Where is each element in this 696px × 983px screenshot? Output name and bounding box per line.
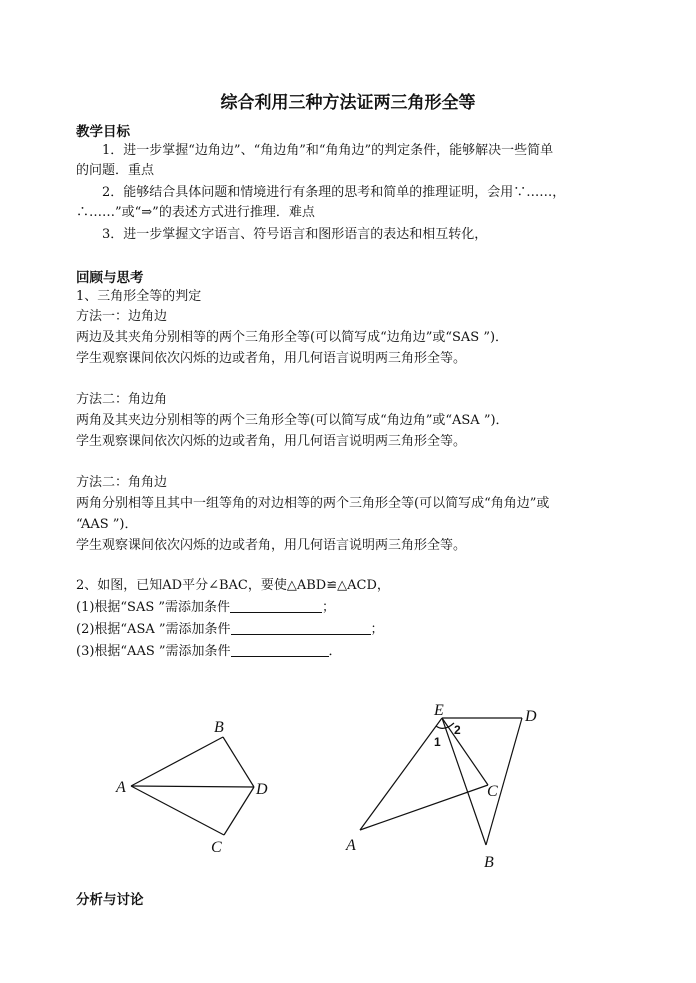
condition-asa-end: ；: [370, 622, 384, 637]
label-b: B: [214, 719, 224, 736]
angle-1-label: 1: [434, 735, 441, 749]
objective-1-line-2: 的问题．重点: [76, 163, 155, 178]
condition-sas: [76, 598, 335, 618]
label-c: C: [211, 839, 222, 856]
method2-definition: 两角及其夹边分别相等的两个三角形全等(可以简写成“角边角”或“ASA ”)．: [76, 413, 509, 428]
analysis-heading: 分析与讨论: [76, 892, 144, 908]
label-a: A: [116, 779, 126, 796]
segment-ea: [360, 718, 442, 830]
question2-stem: 2、如图，已知AD平分∠BAC，要使△ABD≌△ACD，: [76, 578, 390, 593]
objective-3: 3．进一步掌握文字语言、符号语言和图形语言的表达和相互转化，: [102, 227, 488, 242]
segment-ec: [442, 718, 488, 785]
segment-ac: [360, 785, 488, 830]
objectives-heading: 教学目标: [76, 124, 130, 140]
asa-answer-blank[interactable]: [231, 620, 371, 635]
segment-db: [486, 718, 522, 845]
method1-title: 方法一：边角边: [76, 309, 168, 324]
label-b2: B: [484, 854, 494, 871]
segment-eb: [442, 718, 486, 845]
sas-answer-blank[interactable]: [230, 598, 322, 613]
method3-definition-line-2: “AAS ”)．: [76, 517, 138, 532]
condition-aas: [76, 642, 342, 662]
method3-observe: 学生观察课间依次闪烁的边或者角，用几何语言说明两三角形全等。: [76, 538, 467, 553]
objective-2-line-2: ∴……”或“⇒”的表述方式进行推理．难点: [76, 205, 315, 220]
angle-2-label: 2: [454, 723, 461, 737]
label-e: E: [434, 702, 444, 719]
method1-definition: 两边及其夹角分别相等的两个三角形全等(可以简写成“边角边”或“SAS ”)．: [76, 330, 509, 345]
figure-triangles-diagram: [340, 695, 560, 880]
condition-asa-label: (2)根据“ASA ”需添加条件: [76, 622, 231, 637]
method2-title: 方法二：角边角: [76, 392, 168, 407]
condition-sas-label: (1)根据“SAS ”需添加条件: [76, 600, 231, 615]
review-heading: 回顾与思考: [76, 270, 144, 286]
segment-dc: [224, 787, 254, 835]
label-a2: A: [346, 837, 356, 854]
label-d2: D: [525, 708, 537, 725]
condition-aas-label: (3)根据“AAS ”需添加条件: [76, 644, 231, 659]
condition-sas-end: ；: [322, 600, 336, 615]
method3-title: 方法二：角角边: [76, 475, 168, 490]
review-q1: 1、三角形全等的判定: [76, 289, 202, 304]
method3-definition-line-1: 两角分别相等且其中一组等角的对边相等的两个三角形全等(可以简写成“角角边”或: [76, 496, 550, 511]
figure-kite-diagram: [100, 700, 290, 870]
condition-asa: [76, 620, 384, 640]
method1-observe: 学生观察课间依次闪烁的边或者角，用几何语言说明两三角形全等。: [76, 351, 467, 366]
condition-aas-end: ．: [328, 644, 342, 659]
segment-ab: [131, 737, 223, 786]
method2-observe: 学生观察课间依次闪烁的边或者角，用几何语言说明两三角形全等。: [76, 434, 467, 449]
segment-ca: [131, 786, 224, 835]
label-c2: C: [487, 783, 498, 800]
objective-2-line-1: 2．能够结合具体问题和情境进行有条理的思考和简单的推理证明，会用∵……，: [102, 185, 566, 200]
segment-ad: [131, 786, 254, 787]
page-title: 综合利用三种方法证两三角形全等: [220, 93, 476, 113]
segment-bd: [223, 737, 254, 787]
aas-answer-blank[interactable]: [231, 642, 329, 657]
label-d: D: [256, 781, 268, 798]
objective-1-line-1: 1．进一步掌握“边角边”、“角边角”和“角角边”的判定条件，能够解决一些简单: [102, 143, 554, 158]
